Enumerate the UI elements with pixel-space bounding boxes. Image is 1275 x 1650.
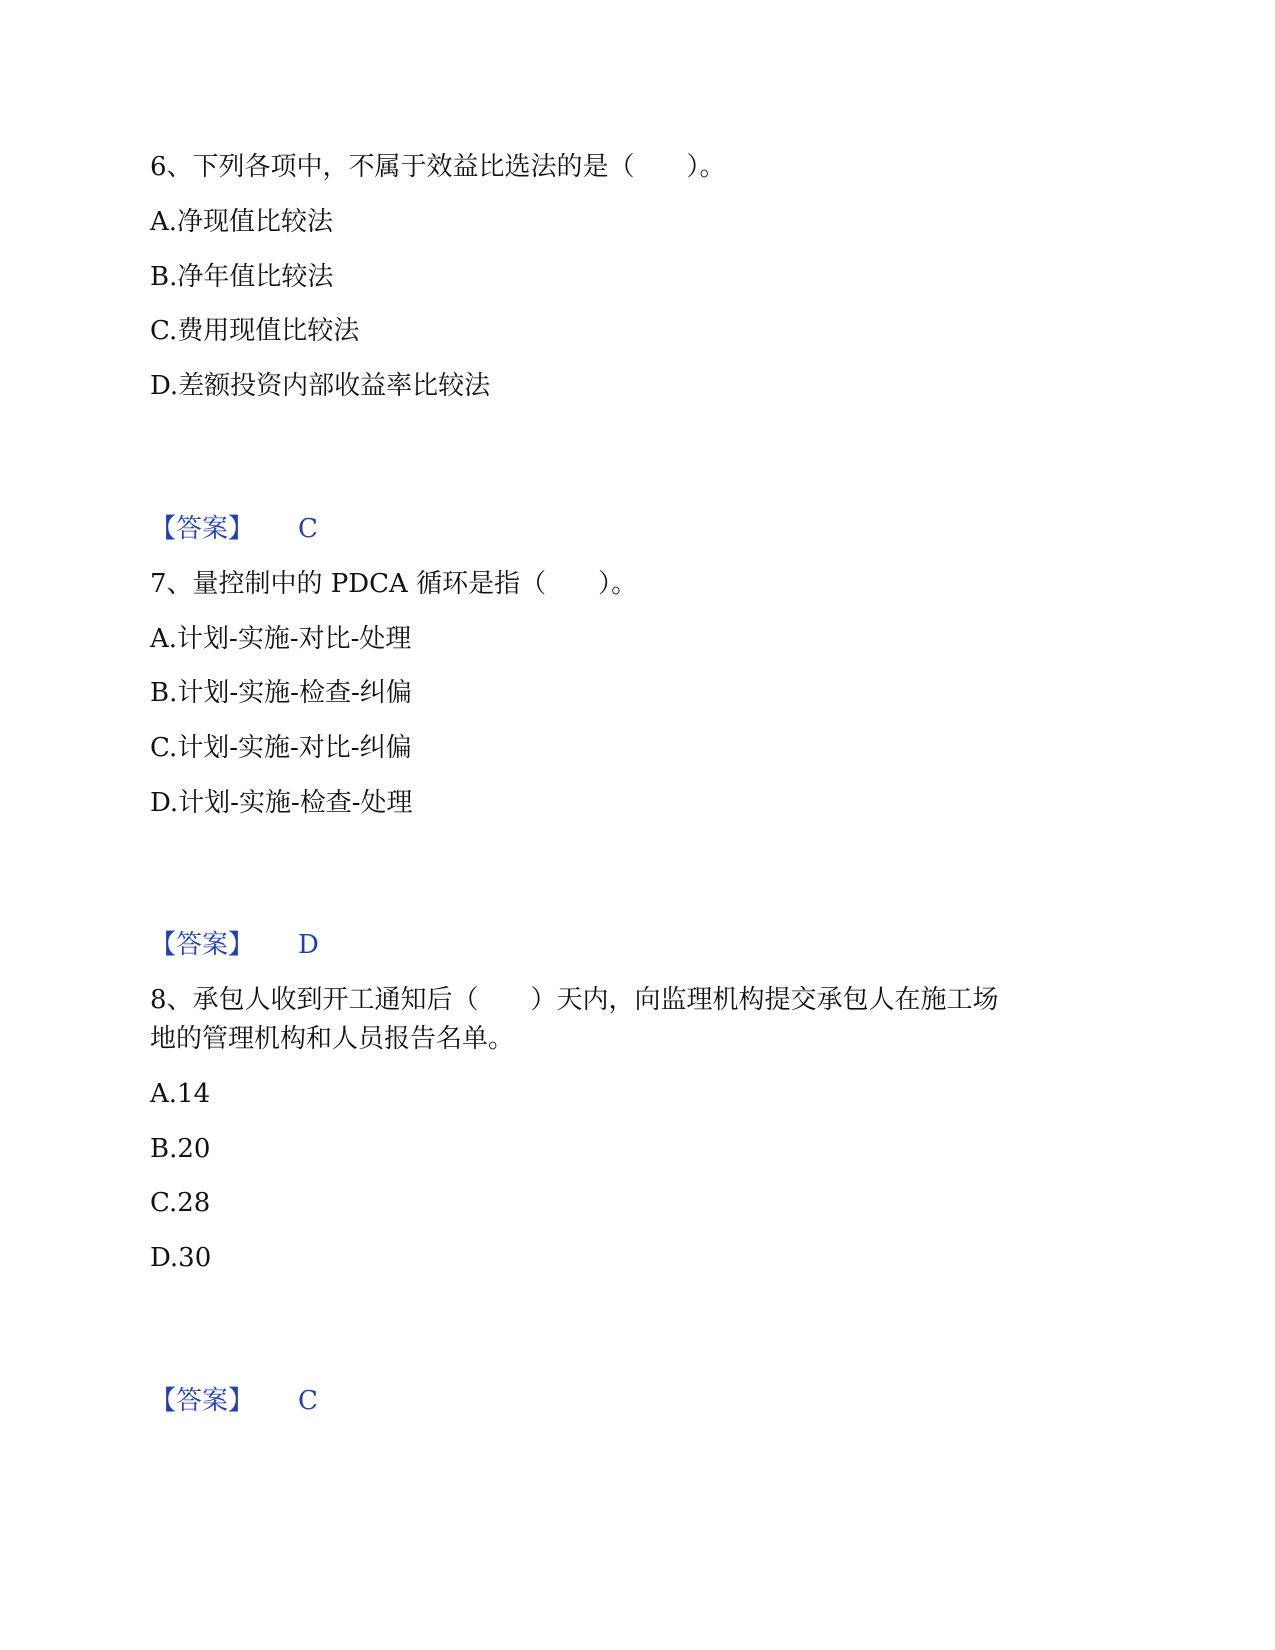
- question-8-option-b: B.20: [150, 1134, 211, 1164]
- question-7-option-b: B.计划-实施-检查-纠偏: [150, 678, 412, 708]
- question-6-option-d: D.差额投资内部收益率比较法: [150, 371, 491, 401]
- question-7-option-c: C.计划-实施-对比-纠偏: [150, 733, 412, 763]
- question-8-stem-line-2: 地的管理机构和人员报告名单。: [150, 1024, 515, 1054]
- question-6-stem-line-1: 6、下列各项中，不属于效益比选法的是（ ）。: [150, 152, 726, 182]
- question-8-stem-line-1: 8、承包人收到开工通知后（ ）天内，向监理机构提交承包人在施工场: [150, 985, 999, 1015]
- answer-tag: 【答案】: [150, 930, 255, 960]
- question-8-option-c: C.28: [150, 1188, 211, 1218]
- question-6-answer: [150, 512, 318, 546]
- question-7-answer: [150, 928, 319, 962]
- question-6-option-b: B.净年值比较法: [150, 262, 334, 292]
- question-8-answer: [150, 1384, 318, 1418]
- answer-tag: 【答案】: [150, 514, 255, 544]
- answer-value: D: [298, 930, 319, 960]
- answer-tag: 【答案】: [150, 1386, 255, 1416]
- answer-value: C: [298, 514, 318, 544]
- question-6-option-a: A.净现值比较法: [150, 207, 334, 237]
- question-8-option-a: A.14: [150, 1079, 211, 1109]
- answer-value: C: [298, 1386, 318, 1416]
- question-7-option-a: A.计划-实施-对比-处理: [150, 624, 412, 654]
- question-8-option-d: D.30: [150, 1243, 212, 1273]
- question-7-option-d: D.计划-实施-检查-处理: [150, 788, 413, 818]
- question-6-option-c: C.费用现值比较法: [150, 316, 360, 346]
- question-7-stem-line-1: 7、量控制中的 PDCA 循环是指（ ）。: [150, 569, 638, 599]
